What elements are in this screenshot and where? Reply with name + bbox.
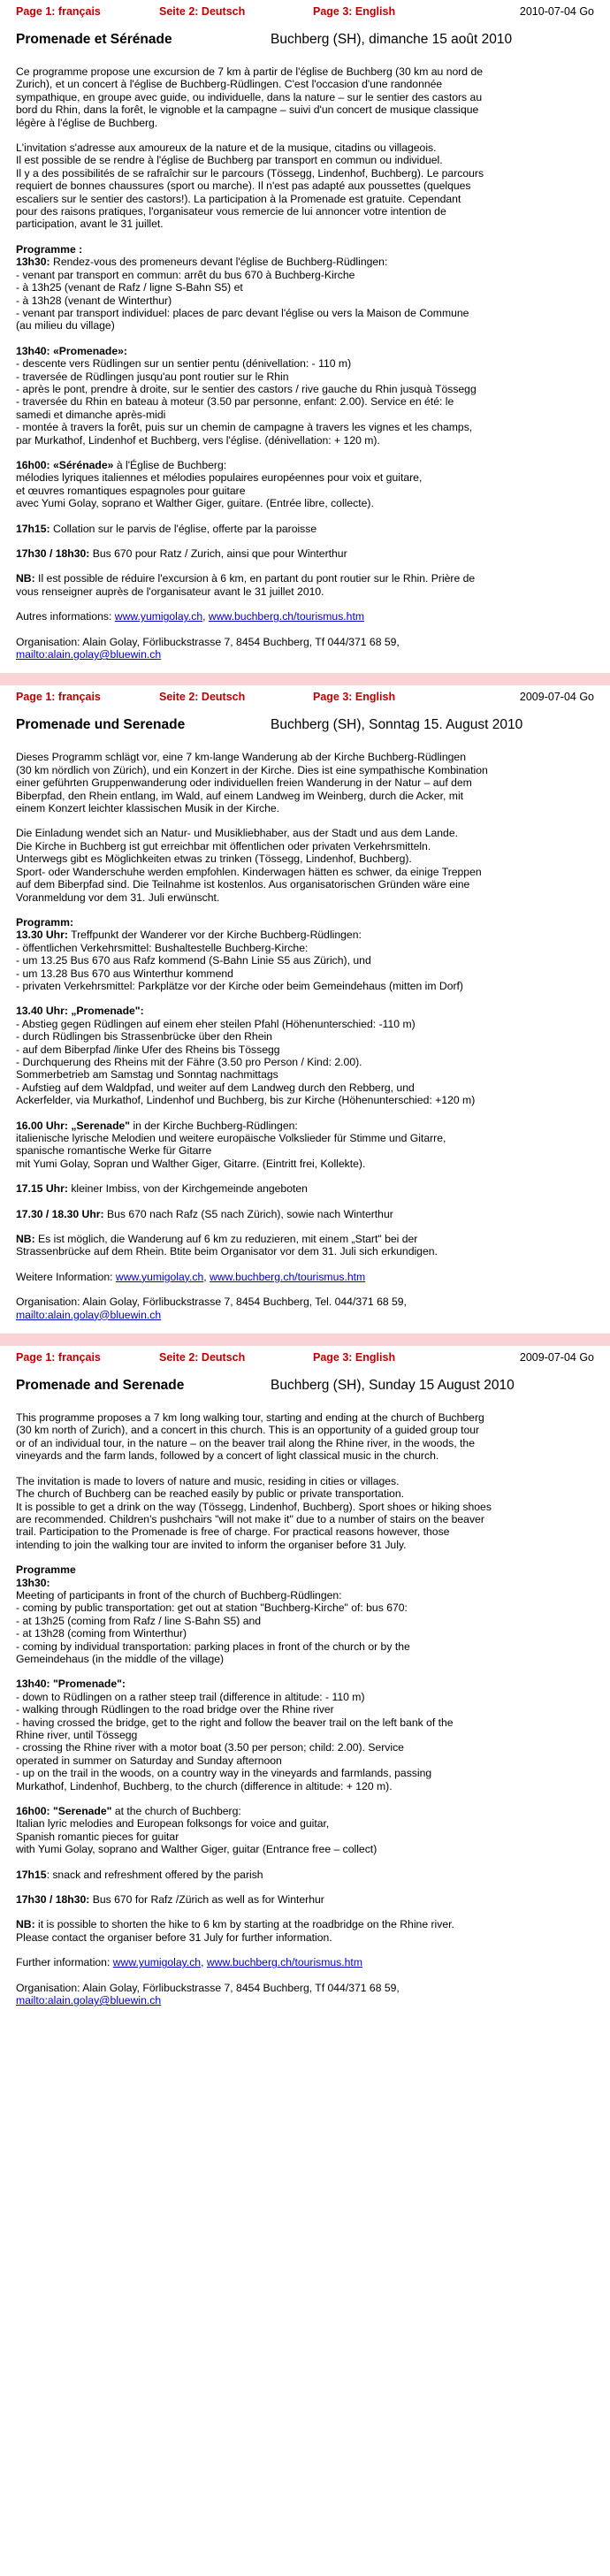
serenade-detail: italienische lyrische Melodien und weitere europäische Volkslieder für Stimme und Gitarre, [16,1132,446,1144]
organisation: Organisation: Alain Golay, Förlibuckstrasse 7, 8454 Buchberg, Tf 044/371 68 59, [16,635,400,648]
serenade-detail: spanische romantische Werke für Gitarre [16,1144,212,1158]
promenade-detail: - having crossed the bridge, get to the right and follow the beaver trail on the left bank of the [16,1716,454,1729]
programme-heading [16,1563,594,1576]
bus-item [16,1208,594,1220]
section-divider [0,1334,610,1346]
title-row [16,1380,594,1399]
intro-line: légère à l'église de Buchberg. [16,116,158,129]
snack-item-text: Collation sur le parvis de l'église, offerte par la paroisse [50,522,317,535]
bus-item-text: Bus 670 nach Rafz (S5 nach Zürich), sowie nach Winterthur [103,1207,393,1220]
invitation-line: Die Einladung wendet sich an Natur- und Musikliebhaber, aus der Stadt und aus dem Lande. [16,827,459,840]
promenade-detail: - après le pont, prendre à droite, sur le sentier des castors / rive gauche du Rhin jusquà Tössegg [16,382,477,395]
bus-item-time: 17h30 / 18h30: [16,547,90,560]
meeting-detail: - coming by public transportation: get out at station "Buchberg-Kirche" of: bus 670: [16,1601,408,1615]
promenade-detail: - crossing the Rhine river with a motor boat (3.50 per person; child: 2.00). Service [16,1741,404,1754]
document-date: 2009-07-04 Go [519,1351,594,1364]
invitation-line: escaliers sur le sentier des castors!). La participation à la Promenade est gratuite. Cependant [16,192,461,205]
link-yumigolay[interactable]: www.yumigolay.ch [112,1956,202,1969]
bus-item-text: Bus 670 pour Ratz / Zurich, ainsi que pour Winterthur [89,547,347,560]
snack-item-text: kleiner Imbiss, von der Kirchgemeinde angeboten [67,1182,308,1196]
promenade-detail: Sommerbetrieb am Samstag und Sonntag nachmittags [16,1068,278,1082]
programme-heading-text: Programme : [16,242,83,256]
invitation-line: It is possible to get a drink on the way (Tössegg, Lindenhof, Buchberg). Sport shoes or hiking shoes [16,1500,492,1513]
intro-line: (30 km north of Zurich), and a concert in this church. This is an opportunity of a guided group tour [16,1424,480,1437]
meeting-detail: Gemeindehaus (in the middle of the village) [16,1652,225,1665]
intro-line: Dieses Programm schlägt vor, eine 7 km-lange Wanderung ab der Kirche Buchberg-Rüdlingen [16,751,466,764]
email-link[interactable]: mailto:alain.golay@bluewin.ch [16,1308,162,1321]
intro-line: or of an individual tour, in the nature – on the beaver trail along the Rhine river, in the woods, the [16,1436,475,1449]
programme-heading [16,243,594,256]
serenade-item-text: in der Kirche Buchberg-Rüdlingen: [130,1119,298,1132]
nb-text: Strassenbrücke auf dem Rhein. Btite beim Organisator vor dem 31. Juli sich erkundigen. [16,1245,438,1258]
invitation-line: intending to join the walking tour are invited to inform the organiser before 31 July. [16,1538,407,1551]
nb-label: NB: [16,1918,35,1931]
more-info-label: Weitere Information: [16,1270,116,1283]
promenade-detail: Murkathof, Lindenhof, Buchberg, to the church (difference in altitude: + 120 m). [16,1779,393,1792]
event-place-date: Buchberg (SH), Sonntag 15. August 2010 [271,717,523,733]
invitation-line: Il y a des possibilités de se rafraîchir sur le parcours (Tössegg, Lindenhof, Buchberg). Le parcours [16,166,484,180]
promenade-detail: Ackerfelder, via Murkathof, Lindenhof und Buchberg, bis zur Kirche (Höhenunterschied: +120 m) [16,1094,476,1107]
meeting-item [16,1577,594,1589]
bus-item-time: 17h30 / 18h30: [16,1893,90,1907]
intro-line: Ce programme propose une excursion de 7 km à partir de l'église de Buchberg (30 km au nord de [16,65,484,78]
nb-text: Es ist möglich, die Wanderung auf 6 km zu reduzieren, mit einem „Start" bei der [34,1233,418,1246]
link-buchberg-tourism[interactable]: www.buchberg.ch/tourismus.htm [206,1956,362,1969]
language-nav [16,0,594,21]
serenade-detail: mit Yumi Golay, Sopran und Walther Giger, Gitarre. (Eintritt frei, Kollekte). [16,1157,366,1170]
organisation-email [16,648,594,661]
serenade-detail: et œuvres romantiques espagnoles pour guitare [16,484,246,497]
promenade-item [16,1005,594,1017]
serenade-item [16,1120,594,1132]
more-info: Further information: www.yumigolay.ch, www.buchberg.ch/tourismus.htm [16,1956,362,1969]
event-place-date: Buchberg (SH), Sunday 15 August 2010 [271,1378,515,1394]
snack-item [16,1182,594,1195]
event-title: Promenade und Serenade [16,717,186,733]
bus-item-text: Bus 670 for Rafz /Zürich as well as for Winterhur [89,1893,324,1907]
invitation-line: requiert de bonnes chaussures (sport ou marche). Il n'est pas adapté aux poussettes (quelques [16,180,471,193]
nav-link-english[interactable]: Page 3: English [313,5,396,18]
document-date: 2009-07-04 Go [519,691,594,704]
section-de [0,685,610,1334]
serenade-detail: Spanish romantic pieces for guitar [16,1830,179,1843]
nav-link-french[interactable]: Page 1: français [16,1351,101,1364]
nb-text: vous renseigner auprès de l'organisateur avant le 31 juillet 2010. [16,585,324,598]
meeting-detail: - privaten Verkehrsmittel: Parkplätze vor der Kirche oder beim Gemeindehaus (mitten im Dorf) [16,979,463,992]
invitation-line: pour des raisons pratiques, l'organisateur vous remercie de lui annoncer votre intention de [16,205,446,218]
meeting-item [16,929,594,941]
promenade-detail: Rhine river, until Tössegg [16,1729,138,1741]
event-title: Promenade et Sérénade [16,32,172,47]
promenade-detail: - Aufstieg auf dem Waldpfad, und weiter auf dem Landweg durch den Rebberg, und [16,1081,415,1094]
promenade-detail: - auf dem Biberpfad /linke Ufer des Rheins bis Tössegg [16,1043,280,1056]
serenade-item [16,459,594,471]
invitation-line: Unterwegs gibt es Möglichkeiten etwas zu trinken (Tössegg, Lindenhof, Buchberg). [16,852,412,866]
nb-label: NB: [16,572,35,585]
email-link[interactable]: mailto:alain.golay@bluewin.ch [16,648,162,661]
nav-link-german[interactable]: Seite 2: Deutsch [159,5,246,18]
meeting-detail: - coming by individual transportation: parking places in front of the church or by the [16,1640,410,1653]
invitation-line: Sport- oder Wanderschuhe werden empfohlen. Kinderwagen hätten es schwer, da einige Treppen [16,865,482,878]
document-date: 2010-07-04 Go [519,5,594,18]
meeting-detail: - um 13.28 Bus 670 aus Winterthur kommend [16,967,233,980]
nb-note [16,1918,594,1930]
nav-link-french[interactable]: Page 1: français [16,691,101,704]
organisation: Organisation: Alain Golay, Förlibuckstrasse 7, 8454 Buchberg, Tel. 044/371 68 59, [16,1296,407,1309]
language-nav [16,1346,594,1367]
nb-label: NB: [16,1233,35,1246]
meeting-detail: - venant par transport individuel: places de parc devant l'église ou vers la Maison de Commune [16,306,469,319]
intro-line: vineyards and the farm lands, followed by a concert of light classical music in the church. [16,1449,439,1463]
serenade-detail: mélodies lyriques italiennes et mélodies populaires européennes pour voix et guitare, [16,471,423,485]
promenade-detail: - Abstieg gegen Rüdlingen auf einem eher steilen Pfahl (Höhenunterschied: -110 m) [16,1017,416,1030]
serenade-item-time: 16.00 Uhr: „Serenade" [16,1119,131,1132]
promenade-detail: - traversée de Rüdlingen jusqu'au pont routier sur le Rhin [16,370,289,383]
meeting-detail: - venant par transport en commun: arrêt du bus 670 à Buchberg-Kirche [16,268,355,281]
promenade-item-time: 13h40: «Promenade»: [16,344,127,357]
event-title: Promenade and Serenade [16,1378,185,1394]
email-link[interactable]: mailto:alain.golay@bluewin.ch [16,1994,162,2007]
meeting-detail: - öffentlichen Verkehrsmittel: Bushaltestelle Buchberg-Kirche: [16,941,309,954]
meeting-item-time: 13h30: [16,256,50,269]
invitation-line: Voranmeldung vor dem 31. Juli erwünscht. [16,891,220,904]
snack-item [16,523,594,535]
promenade-detail: - traversée du Rhin en bateau à moteur (3.50 par personne, enfant: 2.00). Service en été: le [16,395,454,409]
promenade-detail: - up on the trail in the woods, on a country way in the vineyards and farmlands, passing [16,1767,432,1780]
serenade-item-text: at the church of Buchberg: [111,1805,241,1818]
invitation-line: participation, avant le 31 juillet. [16,218,164,231]
meeting-detail: - at 13h28 (coming from Winterthur) [16,1627,187,1640]
meeting-detail: (au milieu du village) [16,319,115,333]
promenade-detail: operated in summer on Saturday and Sunday afternoon [16,1754,282,1767]
nav-link-english[interactable]: Page 3: English [313,1351,396,1364]
invitation-line: Il est possible de se rendre à l'église de Buchberg par transport en commun ou individuel. [16,154,443,167]
meeting-detail: - at 13h25 (coming from Rafz / line S-Bahn S5) and [16,1614,262,1627]
title-row [16,719,594,738]
serenade-detail: with Yumi Golay, soprano and Walther Giger, guitar (Entrance free – collect) [16,1843,377,1856]
promenade-item [16,1678,594,1690]
title-row [16,34,594,53]
snack-item-time: 17h15 [16,1868,47,1881]
serenade-item-text: à l'Église de Buchberg: [113,458,227,471]
meeting-item-text: Rendez-vous des promeneurs devant l'église de Buchberg-Rüdlingen: [50,256,388,269]
link-yumigolay[interactable]: www.yumigolay.ch [114,610,203,623]
meeting-detail: - um 13.25 Bus 670 aus Rafz kommend (S-Bahn Linie S5 aus Zürich), und [16,954,371,967]
promenade-detail: - descente vers Rüdlingen sur un sentier pentu (dénivellation: - 110 m) [16,357,352,371]
nb-text: Il est possible de réduire l'excursion à 6 km, en partant du pont routier sur le Rhin. Prière de [34,572,476,585]
link-buchberg-tourism[interactable]: www.buchberg.ch/tourismus.htm [208,610,365,623]
serenade-item-time: 16h00: "Serenade" [16,1805,112,1818]
more-info: Autres informations: www.yumigolay.ch, www.buchberg.ch/tourismus.htm [16,610,365,623]
nb-text: it is possible to shorten the hike to 6 km by starting at the roadbridge on the Rhine river. [34,1918,454,1931]
promenade-detail: samedi et dimanche après-midi [16,408,166,421]
serenade-detail: avec Yumi Golay, soprano et Walther Giger, guitare. (Entrée libre, collecte). [16,497,374,510]
invitation-line: trail. Participation to the Promenade is free of charge. For practical reasons however, those [16,1525,450,1539]
snack-item [16,1869,594,1881]
invitation-line: auf dem Biberpfad sind. Die Teilnahme ist kostenlos. Aus organisatorischen Gründen wäre eine [16,878,470,891]
invitation-line: The church of Buchberg can be reached easily by public or private transportation. [16,1487,404,1501]
organisation-email [16,1994,594,2007]
snack-item-time: 17h15: [16,522,50,535]
programme-heading [16,916,594,929]
meeting-detail: - à 13h25 (venant de Rafz / ligne S-Bahn S5) et [16,281,243,294]
intro-line: einer geführten Gruppenwanderung oder individuellen freien Wanderung in der Natur – auf dem [16,776,472,790]
intro-line: sympathique, en groupe avec guide, ou individuelle, dans la nature – sur le sentier des castors au [16,90,483,103]
nav-link-french[interactable]: Page 1: français [16,5,101,18]
nav-link-german[interactable]: Seite 2: Deutsch [159,1351,246,1364]
promenade-detail: par Murkathof, Lindenhof et Buchberg, vers l'église. (dénivellation: + 120 m). [16,433,380,447]
bus-item-time: 17.30 / 18.30 Uhr: [16,1207,104,1220]
intro-line: (30 km nördlich von Zürich), und ein Konzert in der Kirche. Dies ist eine sympathische Kombination [16,763,488,776]
organisation: Organisation: Alain Golay, Förlibuckstrasse 7, 8454 Buchberg, Tf 044/371 68 59, [16,1981,400,1994]
intro-line: Biberpfad, den Rhein entlang, im Wald, auf einem Landweg im Weinberg, durch die Acker, mit [16,789,464,802]
invitation-line: Die Kirche in Buchberg ist gut erreichbar mit öffentlichen oder privaten Verkehrsmitteln. [16,839,431,852]
nb-note [16,1233,594,1245]
serenade-item-time: 16h00: «Sérénade» [16,458,114,471]
invitation-line: The invitation is made to lovers of nature and music, residing in cities or villages. [16,1474,400,1487]
promenade-detail: - down to Rüdlingen on a rather steep trail (difference in altitude: - 110 m) [16,1690,365,1703]
bus-item [16,1893,594,1906]
meeting-detail: - à 13h28 (venant de Winterthur) [16,294,172,307]
promenade-detail: - durch Rüdlingen bis Strassenbrücke über den Rhein [16,1030,272,1043]
serenade-detail: Italian lyric melodies and European folksongs for voice and guitar, [16,1817,330,1831]
meeting-item-text: Treffpunkt der Wanderer vor der Kirche Buchberg-Rüdlingen: [67,929,362,942]
nb-text: Please contact the organiser before 31 July for further information. [16,1930,332,1944]
intro-line: This programme proposes a 7 km long walking tour, starting and ending at the church of Buchberg [16,1411,484,1425]
meeting-item [16,256,594,268]
bus-item [16,547,594,560]
programme-heading-text: Programme [16,1563,76,1577]
invitation-line: are recommended. Children's pushchairs "will not make it" due to a number of stairs on the beaver [16,1512,484,1525]
section-divider [0,673,610,685]
section-fr [0,0,610,673]
snack-item-time: 17.15 Uhr: [16,1182,68,1196]
link-buchberg-tourism[interactable]: www.buchberg.ch/tourismus.htm [210,1270,366,1283]
invitation-line: L'invitation s'adresse aux amoureux de la nature et de la musique, citadins ou villageois. [16,141,437,155]
language-nav [16,685,594,707]
snack-item-text: : snack and refreshment offered by the parish [46,1868,263,1881]
section-en [0,1346,610,2019]
organisation-email [16,1309,594,1321]
promenade-detail: - Durchquerung des Rheins mit der Fähre (3.50 pro Person / Kind: 2.00). [16,1055,362,1068]
intro-line: bord du Rhin, dans la forêt, le vignoble et la campagne – suivi d'un concert de musique classique [16,103,479,117]
intro-line: einem Konzert leichter klassischen Musik in der Kirche. [16,802,280,815]
event-place-date: Buchberg (SH), dimanche 15 août 2010 [271,32,513,47]
serenade-item [16,1805,594,1817]
link-yumigolay[interactable]: www.yumigolay.ch [115,1270,204,1283]
meeting-item-time: 13h30: [16,1576,50,1589]
promenade-item-time: 13h40: "Promenade": [16,1678,126,1691]
programme-heading-text: Programm: [16,915,74,929]
more-info-label: Further information: [16,1956,113,1969]
meeting-detail: Meeting of participants in front of the church of Buchberg-Rüdlingen: [16,1588,342,1601]
meeting-item-time: 13.30 Uhr: [16,929,68,942]
promenade-item-time: 13.40 Uhr: „Promenade": [16,1005,144,1018]
promenade-item [16,345,594,357]
intro-line: Zurich), et un concert à l'église de Buchberg-Rüdlingen. C'est l'occasion d'une randonnée [16,78,443,91]
nb-note [16,572,594,585]
more-info-label: Autres informations: [16,610,115,623]
more-info: Weitere Information: www.yumigolay.ch, www.buchberg.ch/tourismus.htm [16,1270,366,1283]
promenade-detail: - montée à travers la forêt, puis sur un chemin de campagne à travers les vignes et les champs, [16,421,473,434]
nav-link-german[interactable]: Seite 2: Deutsch [159,691,246,704]
nav-link-english[interactable]: Page 3: English [313,691,396,704]
promenade-detail: - walking through Rüdlingen to the road bridge over the Rhine river [16,1703,334,1716]
